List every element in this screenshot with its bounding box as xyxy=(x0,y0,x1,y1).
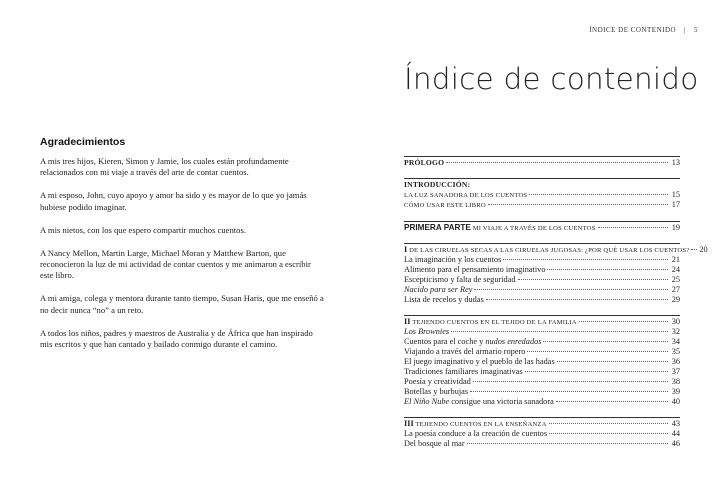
toc-entry[interactable] xyxy=(404,265,680,275)
ack-paragraph: A mi amiga, colega y mentora durante tanto tiempo, Susan Haris, que me enseñó a no decir nunca “no” a un reto. xyxy=(40,293,324,315)
toc-entry-label: Los Brownies xyxy=(404,327,450,336)
dot-leader xyxy=(446,162,668,163)
dot-leader xyxy=(473,381,668,382)
part-label: PRIMERA PARTE xyxy=(404,223,471,232)
toc-chapter-1[interactable] xyxy=(404,243,708,255)
toc-entry-page: 35 xyxy=(671,347,680,356)
toc-entry-label: Alimento para el pensamiento imaginativo xyxy=(404,265,546,274)
toc-entry-label: La imaginación y los cuentos xyxy=(404,255,502,264)
toc-entry-label: INTRODUCCIÓN: xyxy=(404,180,471,189)
toc-entry[interactable] xyxy=(404,337,680,347)
toc-entry-label: El juego imaginativo y el pueblo de las hadas xyxy=(404,357,555,366)
toc-entry-label: Tradiciones familiares imaginativas xyxy=(404,367,523,376)
toc-entry-page: 20 xyxy=(699,245,708,254)
toc-entry-page: 29 xyxy=(671,295,680,304)
toc-entry-page: 19 xyxy=(671,223,680,232)
toc-entry[interactable] xyxy=(404,200,680,210)
toc-chapter-2[interactable] xyxy=(404,315,680,327)
toc-entry[interactable] xyxy=(404,275,680,285)
ack-paragraph: A todos los niños, padres y maestros de Australia y de África que han inspirado mis escritos y que han cantado y bailado conmigo durante el camino. xyxy=(40,327,313,349)
toc-entry-label xyxy=(404,337,541,347)
toc-entry-label: LA LUZ SANADORA DE LOS CUENTOS xyxy=(404,192,528,199)
dot-leader xyxy=(543,341,668,342)
dot-leader xyxy=(470,391,668,392)
dot-leader xyxy=(549,433,668,434)
toc-entry-label: Nacido para ser Rey xyxy=(404,285,473,294)
toc-entry[interactable] xyxy=(404,285,680,295)
dot-leader xyxy=(486,299,668,300)
dot-leader xyxy=(549,423,668,424)
ack-paragraph: A mi esposo, John, cuyo apoyo y amor ha sido y es mayor de lo que yo jamás hubiese podido imaginar. xyxy=(40,190,307,212)
toc-entry-label-part: consigue una victoria sanadora xyxy=(449,397,554,406)
dot-leader xyxy=(557,361,668,362)
toc-entry-label-part: Cuentos para el coche y xyxy=(404,337,486,346)
toc-entry-label: Del bosque al mar xyxy=(404,439,465,448)
table-of-contents xyxy=(404,156,708,449)
toc-entry-page: 24 xyxy=(671,265,680,274)
toc-entry-label xyxy=(404,397,554,407)
dot-leader xyxy=(467,443,668,444)
chapter-number: II xyxy=(404,317,411,326)
toc-entry-page: 15 xyxy=(671,190,680,199)
toc-entry-label xyxy=(404,223,596,234)
toc-entry-page: 39 xyxy=(671,387,680,396)
chapter-title: DE LAS CIRUELAS SECAS A LAS CIRUELAS JUGOSAS: ¿POR QUÉ USAR LOS CUENTOS? xyxy=(407,247,690,254)
toc-entry[interactable] xyxy=(404,347,680,357)
toc-entry-prologo[interactable] xyxy=(404,156,680,168)
toc-entry-label-italic: nudos enredados xyxy=(485,337,542,346)
toc-entry-label-italic: El Niño Nube xyxy=(404,397,450,406)
page-number: 5 xyxy=(694,26,698,34)
chapter-title: TEJIENDO CUENTOS EN EL TEJIDO DE LA FAMILIA xyxy=(410,319,577,326)
toc-entry-page: 38 xyxy=(671,377,680,386)
dot-leader xyxy=(518,279,668,280)
dot-leader xyxy=(488,204,668,205)
toc-entry-page: 17 xyxy=(671,200,680,209)
ack-paragraph: A Nancy Mellon, Martin Large, Michael Moran y Matthew Barton, que reconocieron la luz de mi actividad de contar cuentos y me animaron a escribir este libro. xyxy=(40,247,311,281)
ack-paragraph: A mis nietos, con los que espero compartir muchos cuentos. xyxy=(40,224,246,235)
toc-entry-label: Lista de recelos y dudas xyxy=(404,295,484,304)
chapter-title: TEJIENDO CUENTOS EN LA ENSEÑANZA xyxy=(413,421,547,428)
dot-leader xyxy=(503,259,668,260)
toc-entry-page: 37 xyxy=(671,367,680,376)
dot-leader xyxy=(598,227,668,228)
running-head-separator: | xyxy=(684,26,686,34)
toc-entry-label: Botellas y burbujas xyxy=(404,387,469,396)
dot-leader xyxy=(579,321,668,322)
dot-leader xyxy=(474,289,668,290)
running-head-title: ÍNDICE DE CONTENIDO xyxy=(589,26,677,34)
toc-entry-label: Viajando a través del armario ropero xyxy=(404,347,526,356)
toc-entry-label: PRÓLOGO xyxy=(404,158,445,167)
toc-entry-label: CÓMO USAR ESTE LIBRO xyxy=(404,202,486,209)
acknowledgements-body xyxy=(40,156,325,362)
toc-entry[interactable] xyxy=(404,377,680,387)
toc-entry[interactable] xyxy=(404,429,680,439)
toc-entry[interactable] xyxy=(404,255,680,265)
toc-entry[interactable] xyxy=(404,190,680,200)
dot-leader xyxy=(527,351,668,352)
toc-entry[interactable] xyxy=(404,439,680,449)
toc-entry[interactable] xyxy=(404,327,680,337)
toc-entry-label: La poesía conduce a la creación de cuentos xyxy=(404,429,548,438)
toc-entry[interactable] xyxy=(404,367,680,377)
dot-leader xyxy=(691,249,697,250)
toc-entry-page: 13 xyxy=(671,158,680,167)
toc-chapter-3[interactable] xyxy=(404,417,680,429)
toc-heading-introduccion[interactable] xyxy=(404,178,680,190)
toc-entry-page: 32 xyxy=(671,327,680,336)
toc-entry-label: Poesía y creatividad xyxy=(404,377,471,386)
toc-entry[interactable] xyxy=(404,295,680,305)
toc-entry[interactable] xyxy=(404,397,680,407)
toc-entry-page: 36 xyxy=(671,357,680,366)
toc-entry[interactable] xyxy=(404,387,680,397)
toc-entry-page: 27 xyxy=(671,285,680,294)
dot-leader xyxy=(547,269,668,270)
chapter-number: III xyxy=(404,419,414,428)
toc-entry[interactable] xyxy=(404,357,680,367)
part-title: MI VIAJE A TRAVÉS DE LOS CUENTOS xyxy=(470,225,596,232)
dot-leader xyxy=(451,331,668,332)
dot-leader xyxy=(556,401,668,402)
chapter-number: I xyxy=(404,245,408,254)
toc-entry-page: 34 xyxy=(671,337,680,346)
toc-entry-page: 21 xyxy=(671,255,680,264)
toc-entry-page: 30 xyxy=(671,317,680,326)
acknowledgements-title: Agradecimientos xyxy=(40,136,126,148)
dot-leader xyxy=(525,371,668,372)
toc-entry-page: 44 xyxy=(671,429,680,438)
toc-entry-page: 40 xyxy=(671,397,680,406)
toc-entry-page: 46 xyxy=(671,439,680,448)
toc-entry-page: 43 xyxy=(671,419,680,428)
running-head xyxy=(589,26,698,34)
right-page xyxy=(360,0,720,484)
toc-entry-label: Escepticismo y falta de seguridad xyxy=(404,275,516,284)
toc-title: Índice de contenido xyxy=(404,62,699,96)
toc-entry-page: 25 xyxy=(671,275,680,284)
toc-entry-primera-parte[interactable] xyxy=(404,221,680,233)
dot-leader xyxy=(529,194,668,195)
ack-paragraph: A mis tres hijos, Kieren, Simon y Jamie, los cuales están profundamente relacionados con mi viaje a través del arte de contar cuentos. xyxy=(40,156,289,178)
